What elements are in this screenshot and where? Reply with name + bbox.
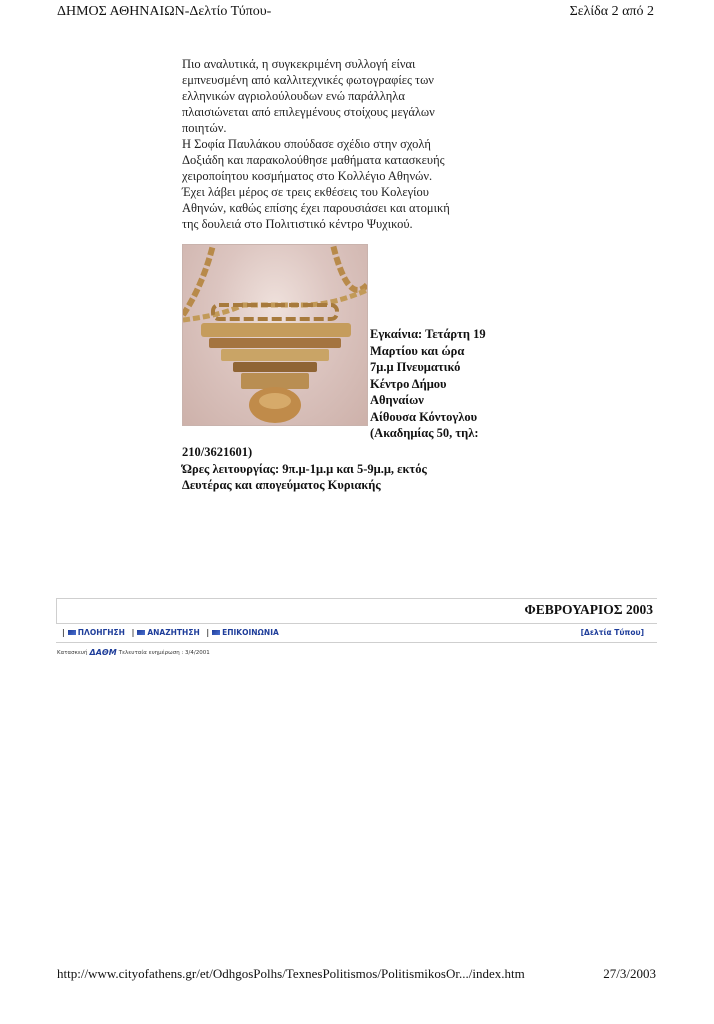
article-paragraph (182, 56, 512, 136)
article-line: ποιητών. (182, 121, 227, 135)
footer-date: 27/3/2003 (603, 966, 656, 981)
nav-separator: | (131, 628, 135, 637)
last-updated: Τελευταία ενημέρωση : 3/4/2001 (118, 649, 210, 656)
hours-line: Ώρες λειτουργίας: 9π.μ-1μ.μ και 5-9μ.μ, εκτός (182, 461, 427, 476)
page-header-title: ΔΗΜΟΣ ΑΘΗΝΑΙΩΝ-Δελτίο Τύπου- (57, 4, 272, 19)
hours-line: Δευτέρας και απογεύματος Κυριακής (182, 478, 381, 492)
opening-line: Αθηναίων (370, 393, 424, 407)
article-line: χειροποίητου κοσμήματος στο Κολλέγιο Αθηνών. (182, 169, 433, 183)
month-bar (56, 598, 657, 624)
article-line: εμπνευσμένη από καλλιτεχνικές φωτογραφίες των (182, 73, 434, 87)
article-line: Αθηνών, καθώς επίσης έχει παρουσιάσει και ατομική (182, 201, 450, 215)
nav-search-link[interactable] (132, 628, 200, 637)
nav-separator: | (62, 628, 65, 637)
article-line: Πιο αναλυτικά, η συγκεκριμένη συλλογή είναι (182, 57, 416, 71)
nav-label: ΠΛΟΗΓΗΣΗ (77, 628, 125, 637)
article-line: Έχει λάβει μέρος σε τρεις εκθέσεις του Κολεγίου (182, 185, 429, 199)
opening-line: Μαρτίου και ώρα (370, 343, 465, 358)
article-line: Η Σοφία Παυλάκου σπούδασε σχέδιο στην σχολή (182, 137, 431, 151)
opening-line: Κέντρο Δήμου (370, 376, 447, 391)
opening-line: 7μ.μ Πνευματικό (370, 360, 461, 374)
article-paragraph (182, 136, 512, 232)
nav-contact-link[interactable] (206, 628, 278, 637)
folder-icon (212, 630, 220, 635)
phone-line: 210/3621601) (182, 445, 253, 459)
article-line: της δουλειά στο Πολιτιστικό κέντρο Ψυχικού. (182, 217, 413, 231)
folder-icon (137, 630, 145, 635)
footer-url: http://www.cityofathens.gr/et/OdhgosPolhs/TexnesPolitismos/PolitismikosOr.../index.htm (57, 966, 525, 981)
opening-line: Αίθουσα Κόντογλου (370, 409, 478, 424)
nav-separator: | (206, 628, 210, 637)
opening-line: Εγκαίνια: Τετάρτη 19 (370, 327, 486, 341)
month-label: ΦΕΒΡΟΥΑΡΙΟΣ 2003 (524, 602, 653, 617)
press-releases-link[interactable]: [Δελτία Τύπου] (580, 628, 644, 637)
article-line: Δοξιάδη και παρακολούθησε μαθήματα κατασκευής (182, 153, 445, 167)
credit-prefix: Κατασκευή (57, 649, 88, 656)
jewelry-photo (182, 244, 368, 426)
nav-label: ΕΠΙΚΟΙΝΩΝΙΑ (222, 628, 279, 637)
opening-line: (Ακαδημίας 50, τηλ: (370, 426, 479, 440)
page-number: Σελίδα 2 από 2 (569, 4, 654, 19)
opening-info (370, 326, 520, 442)
nav-navigation-link[interactable] (62, 628, 125, 637)
site-credit (57, 648, 210, 657)
footer-nav (62, 628, 656, 642)
daom-logo: ΔΑΘΜ (89, 648, 117, 657)
pendant-image (183, 245, 367, 425)
article-line: πλαισιώνεται από επιλεγμένους στοίχους μεγάλων (182, 105, 435, 119)
article-body (182, 58, 512, 232)
nav-label: ΑΝΑΖΗΤΗΣΗ (147, 628, 200, 637)
nav-divider (56, 642, 657, 643)
opening-hours (182, 444, 482, 494)
divider (56, 599, 57, 623)
article-line: ελληνικών αγριολούλουδων ενώ παράλληλα (182, 89, 405, 103)
folder-icon (68, 630, 76, 635)
